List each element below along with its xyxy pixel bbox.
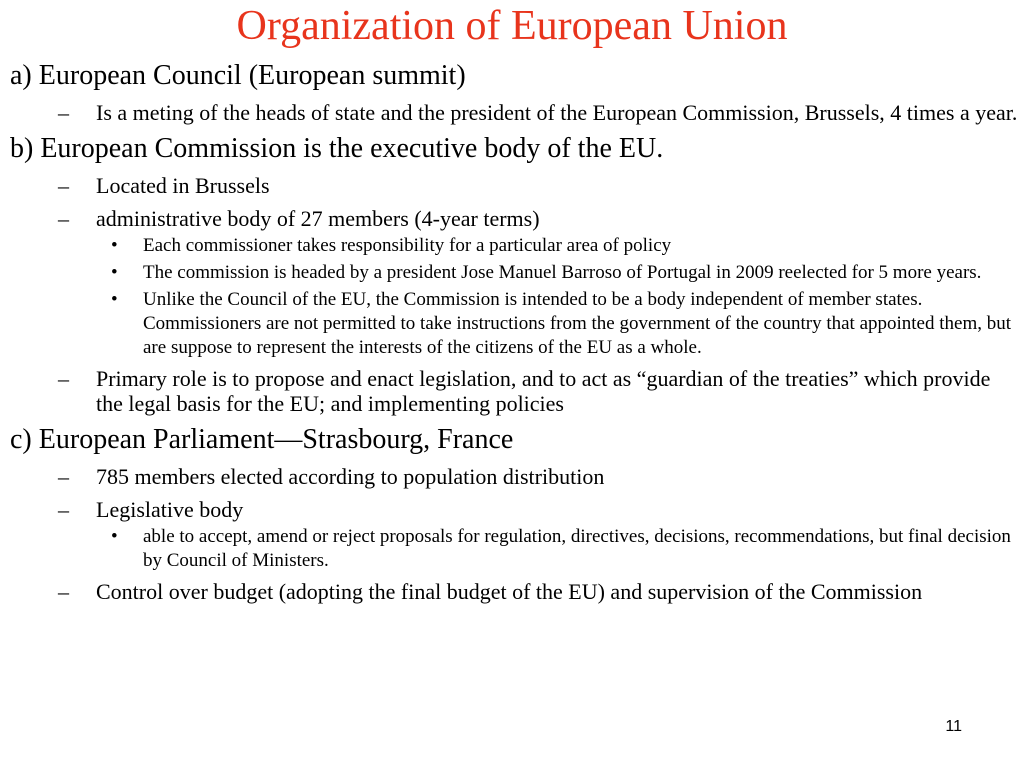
bullet-item-text: The commission is headed by a president Jose Manuel Barroso of Portugal in 2009 reelected for 5 more years. [143, 262, 982, 283]
bullet-marker: • [111, 235, 118, 256]
section-european-commission [10, 133, 1018, 165]
section-european-council [10, 60, 1018, 92]
dash-item-text: Primary role is to propose and enact legislation, and to act as “guardian of the treaties” which provide the legal basis for the EU; and implementing policies [96, 366, 991, 416]
bullet-item [111, 525, 1018, 573]
dash-marker: – [58, 100, 69, 125]
dash-marker: – [58, 497, 69, 522]
dash-marker: – [58, 464, 69, 489]
bullet-item [111, 234, 1018, 258]
dash-item [58, 366, 1018, 416]
bullet-item-text: able to accept, amend or reject proposals for regulation, directives, decisions, recommendations, but final decision by Council of Ministers. [143, 526, 1011, 571]
bullet-item-text: Each commissioner takes responsibility for a particular area of policy [143, 235, 672, 256]
section-heading: European Commission is the executive body of the EU. [40, 133, 664, 164]
bullet-item-text: Unlike the Council of the EU, the Commission is intended to be a body independent of member states. Commissioners are not permitted to take instructions from the government of the country that appointed them, but are suppose to represent the interests of the citizens of the EU as a whole. [143, 289, 1012, 358]
dash-item [58, 173, 1018, 198]
dash-item-text: administrative body of 27 members (4-year terms) [96, 206, 540, 231]
slide-title: Organization of European Union [236, 3, 788, 49]
dash-item-text: Is a meting of the heads of state and the president of the European Commission, Brussels, 4 times a year. [96, 100, 1018, 125]
dash-item [58, 464, 1018, 489]
section-heading: European Parliament—Strasbourg, France [38, 424, 514, 455]
dash-item [58, 206, 1018, 231]
dash-item [58, 497, 1018, 522]
bullet-marker: • [111, 289, 118, 310]
section-heading: European Council (European summit) [38, 60, 466, 91]
section-marker: c) [10, 424, 39, 455]
section-marker: a) [10, 60, 39, 91]
section-marker: b) [10, 133, 41, 164]
dash-marker: – [58, 173, 69, 198]
bullet-item [111, 261, 1018, 285]
dash-item [58, 579, 1018, 604]
dash-marker: – [58, 366, 69, 391]
bullet-marker: • [111, 262, 118, 283]
dash-item-text: Control over budget (adopting the final budget of the EU) and supervision of the Commission [96, 579, 923, 604]
dash-item-text: Located in Brussels [96, 173, 270, 198]
bullet-item [111, 288, 1018, 360]
dash-item-text: 785 members elected according to population distribution [96, 464, 605, 489]
bullet-marker: • [111, 526, 118, 547]
slide-number: 11 [945, 718, 962, 735]
section-european-parliament [10, 424, 1018, 456]
dash-marker: – [58, 206, 69, 231]
slide-body [10, 57, 1018, 604]
dash-marker: – [58, 579, 69, 604]
dash-item [58, 100, 1018, 125]
dash-item-text: Legislative body [96, 497, 244, 522]
